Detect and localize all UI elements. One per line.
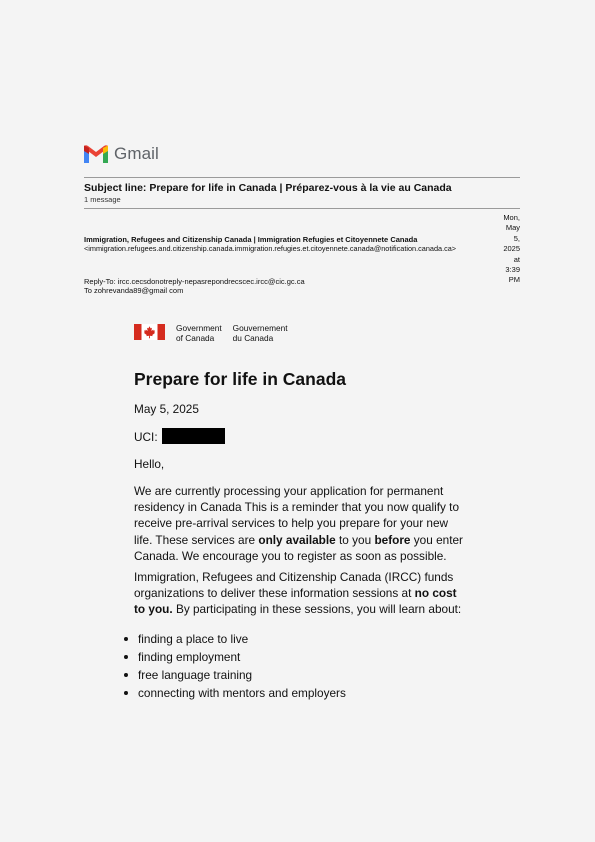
header-divider <box>84 177 520 178</box>
redacted-uci <box>162 428 225 444</box>
gmail-logo <box>84 144 159 164</box>
para-text: By participating in these sessions, you will learn about: <box>172 602 462 617</box>
paragraph-ircc-sessions <box>134 569 469 618</box>
uci-line <box>134 428 225 445</box>
gov-name-en <box>176 324 222 343</box>
gmail-wordmark: Gmail <box>114 144 159 163</box>
list-item <box>124 667 346 685</box>
uci-label: UCI: <box>134 430 158 444</box>
paragraph-pre-arrival <box>134 483 469 564</box>
topics-list <box>124 631 346 703</box>
para-emphasis: only available <box>258 532 336 547</box>
list-item <box>124 685 346 703</box>
email-title: Prepare for life in Canada <box>134 369 347 389</box>
gov-name-en-line: of Canada <box>176 332 215 343</box>
gmail-m-icon <box>84 145 108 163</box>
subject-divider <box>84 208 520 209</box>
government-of-canada-signature <box>134 324 288 343</box>
canada-flag-icon <box>134 324 165 340</box>
gov-name-fr-line: du Canada <box>232 332 274 343</box>
message-date <box>496 213 520 286</box>
gov-name-en-line: Government <box>176 323 222 333</box>
greeting: Hello, <box>134 457 165 471</box>
message-count: 1 message <box>84 195 121 204</box>
para-text: to you <box>335 532 375 547</box>
bullet-icon <box>124 637 128 641</box>
recipient: To zohrevanda89@gmail com <box>84 286 184 295</box>
gov-name-fr <box>233 324 288 343</box>
list-item <box>124 631 346 649</box>
para-emphasis: no cost to you. <box>134 586 457 617</box>
para-text: you enter Canada. We encourage you to register as soon as possible. <box>134 532 463 563</box>
bullet-icon <box>124 655 128 659</box>
bullet-icon <box>124 673 128 677</box>
bullet-icon <box>124 691 128 695</box>
sender-name: Immigration, Refugees and Citizenship Canada | Immigration Refugies et Citoyennete Canada <box>84 235 418 244</box>
email-date: May 5, 2025 <box>134 402 199 416</box>
date-line: 5, <box>513 233 520 243</box>
list-item-text: connecting with mentors and employers <box>138 686 346 700</box>
email-subject: Subject line: Prepare for life in Canada | Préparez-vous à la vie au Canada <box>84 182 452 194</box>
date-line: Mon, <box>503 213 520 222</box>
date-line: 2025 <box>503 244 520 254</box>
gov-name-fr-line: Gouvernement <box>232 323 288 333</box>
para-emphasis: before <box>374 532 411 547</box>
reply-to: Reply-To: ircc.cecsdonotreply-nepasrepondrecscec.ircc@cic.gc.ca <box>84 277 305 286</box>
date-line: May <box>505 223 520 233</box>
sender-email: <immigration.refugees.and.citizenship.canada.immigration.refugies.et.citoyennete.canada@notification.canada.ca> <box>84 244 457 253</box>
list-item-text: free language training <box>138 668 253 682</box>
list-item-text: finding a place to live <box>138 632 249 646</box>
list-item-text: finding employment <box>138 650 241 664</box>
para-text: Immigration, Refugees and Citizenship Canada (IRCC) funds organizations to deliver these information sessions at <box>134 570 454 601</box>
date-line: PM <box>508 275 520 285</box>
list-item <box>124 649 346 667</box>
para-text: We are currently processing your application for permanent residency in Canada This is a reminder that you now qualify to receive pre-arrival services to help you prepare for your new life. These services are <box>134 484 460 547</box>
date-line: at <box>513 254 520 264</box>
date-line: 3:39 <box>505 265 520 275</box>
